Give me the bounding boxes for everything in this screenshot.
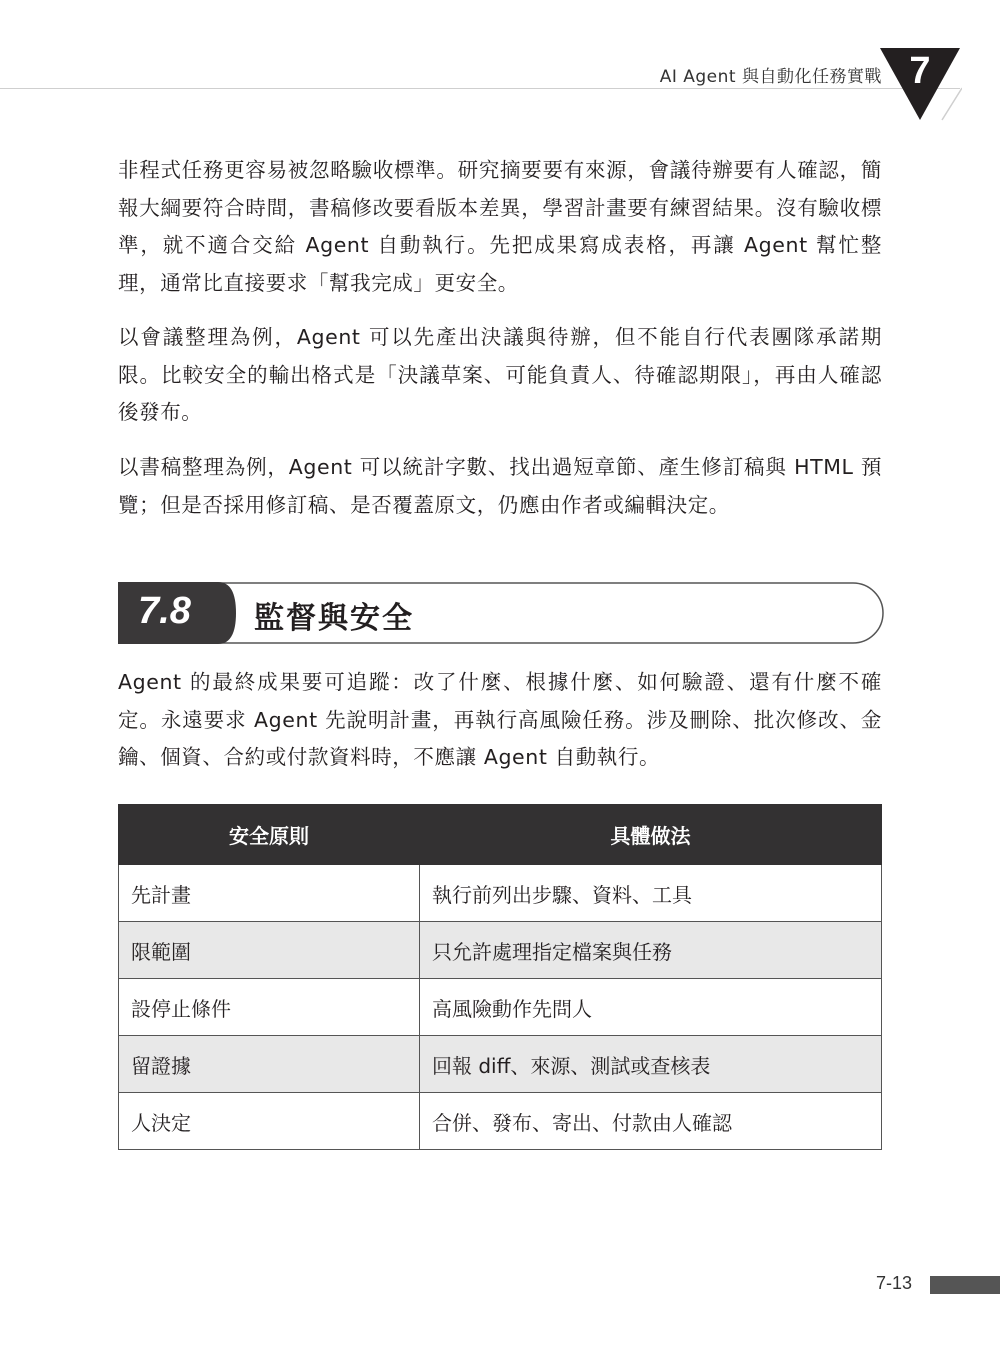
- section-intro-paragraph: Agent 的最終成果要可追蹤：改了什麼、根據什麼、如何驗證、還有什麼不確定。永遠要求 Agent 先說明計畫，再執行高風險任務。涉及刪除、批次修改、金鑰、個資、合約或付款資料時，不應讓 Agent 自動執行。: [118, 670, 882, 769]
- table-row: [119, 979, 882, 1036]
- running-header-title: AI Agent 與自動化任務實戰: [659, 67, 882, 87]
- page-tab-bar: [930, 1276, 1000, 1294]
- column-header-principle: 安全原則: [119, 805, 420, 865]
- column-header-practice: 具體做法: [420, 805, 882, 865]
- table-row: [119, 1093, 882, 1150]
- paragraph-manuscript-example: 以書稿整理為例，Agent 可以統計字數、找出過短章節、產生修訂稿與 HTML 預覽；但是否採用修訂稿、是否覆蓋原文，仍應由作者或編輯決定。: [118, 455, 882, 517]
- safety-principles-table: [118, 804, 882, 1150]
- section-banner: [118, 582, 884, 644]
- paragraph-acceptance-criteria: 非程式任務更容易被忽略驗收標準。研究摘要要有來源，會議待辦要有人確認，簡報大綱要符合時間，書稿修改要看版本差異，學習計畫要有練習結果。沒有驗收標準，就不適合交給 Agent 自動執行。先把成果寫成表格，再讓 Agent 幫忙整理，通常比直接要求「幫我完成」更安全。: [118, 158, 882, 295]
- table-header-row: [119, 805, 882, 865]
- table-row: [119, 865, 882, 922]
- table-cell-principle: 限範圍: [119, 922, 420, 979]
- table-row: [119, 1036, 882, 1093]
- table-cell-practice: 回報 diff、來源、測試或查核表: [420, 1036, 882, 1093]
- table-cell-principle: 留證據: [119, 1036, 420, 1093]
- page-number: 7-13: [875, 1273, 912, 1293]
- paragraph-meeting-example: 以會議整理為例，Agent 可以先產出決議與待辦，但不能自行代表團隊承諾期限。比較安全的輸出格式是「決議草案、可能負責人、待確認期限」，再由人確認後發布。: [118, 325, 882, 424]
- table-cell-practice: 只允許處理指定檔案與任務: [420, 922, 882, 979]
- table-cell-practice: 執行前列出步驟、資料、工具: [420, 865, 882, 922]
- table-cell-principle: 人決定: [119, 1093, 420, 1150]
- section-title: 監督與安全: [254, 601, 414, 636]
- table-row: [119, 922, 882, 979]
- table-cell-principle: 先計畫: [119, 865, 420, 922]
- table-cell-practice: 合併、發布、寄出、付款由人確認: [420, 1093, 882, 1150]
- chapter-number: 7: [909, 50, 931, 92]
- table-cell-principle: 設停止條件: [119, 979, 420, 1036]
- table-cell-practice: 高風險動作先問人: [420, 979, 882, 1036]
- header-rule: [0, 88, 960, 89]
- section-number: 7.8: [138, 590, 191, 632]
